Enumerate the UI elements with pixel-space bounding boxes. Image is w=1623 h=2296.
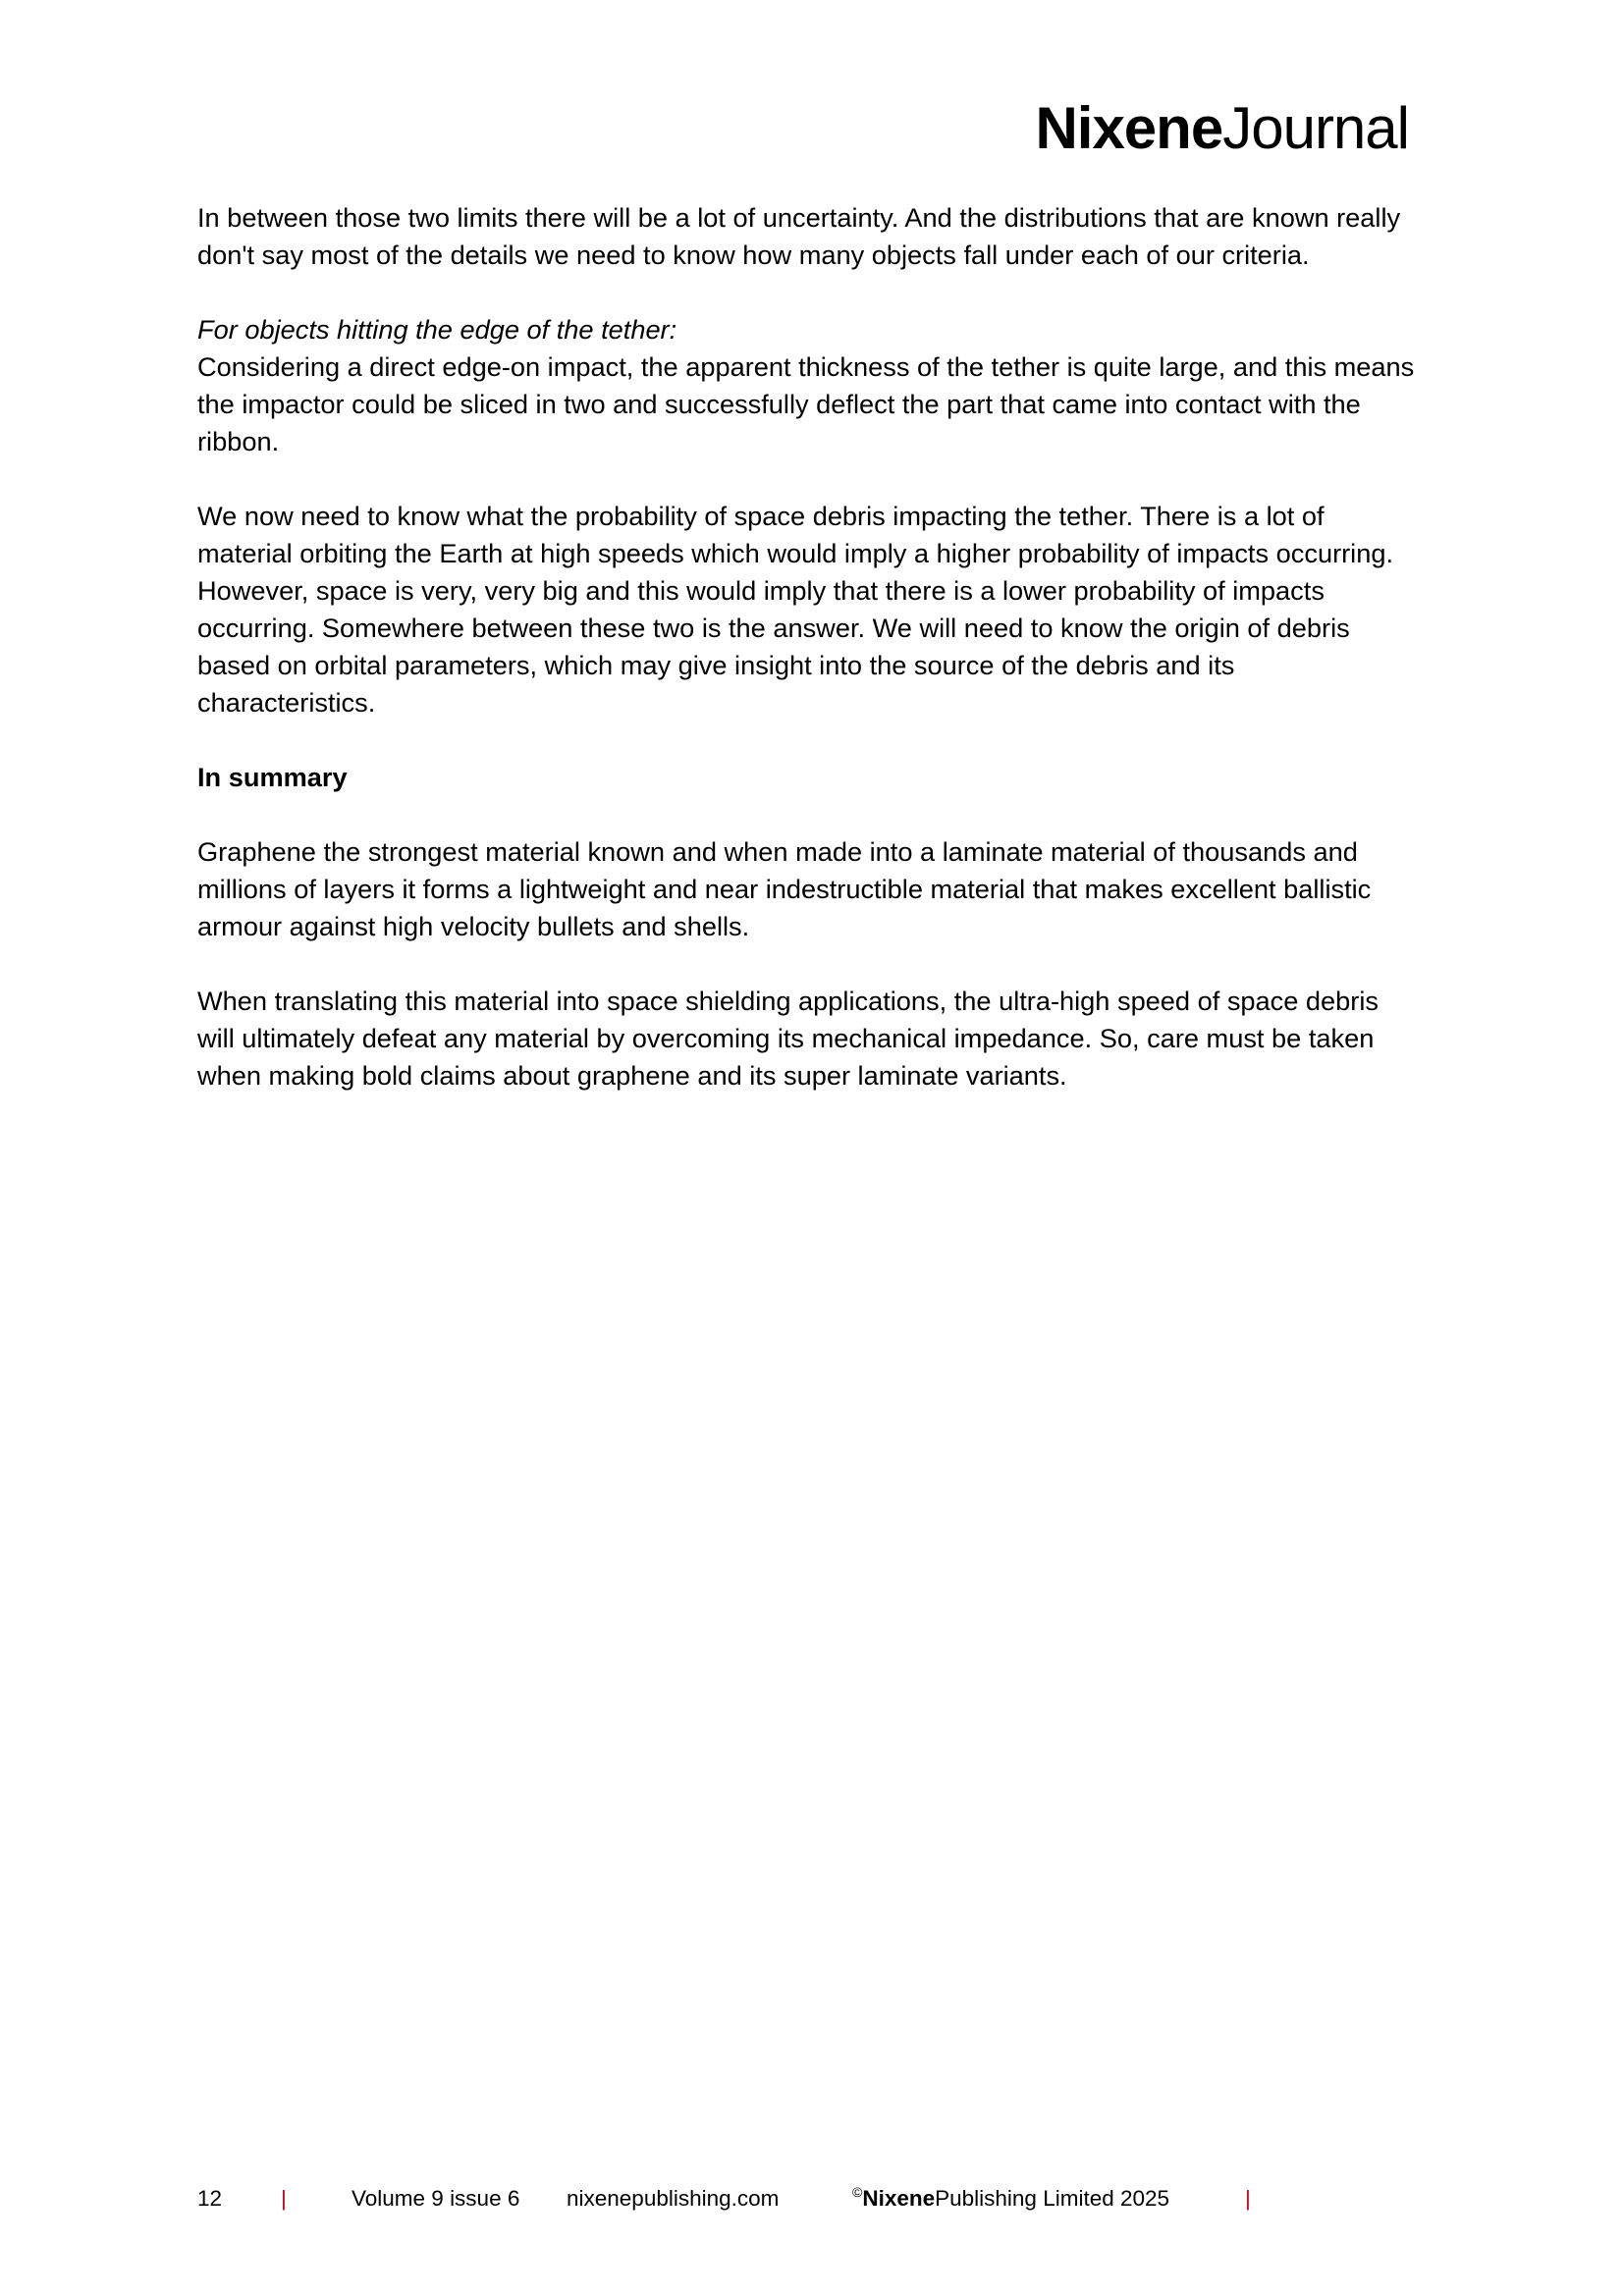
paragraph-graphene-armour: Graphene the strongest material known and when made into a laminate material of thousands and millions of layers it forms a lightweight and near indestructible material that makes excellent ballistic armour against high velocity bullets and shells. [197, 836, 1372, 941]
copyright-symbol: © [852, 2184, 863, 2200]
publisher-name: Publishing Limited 2025 [935, 2186, 1170, 2211]
publisher-brand: Nixene [862, 2186, 936, 2211]
paragraph-impact-probability: We now need to know what the probability of space debris impacting the tether. There is a lot of material orbiting the Earth at high speeds which would imply a higher probability of impacts occurring. However, space is very, very big and this would imply that there is a lower probability of impacts occurring. Somewhere between these two is the answer. We will need to know the origin of debris based on orbital parameters, which may give insight into the source of the debris and its characteristics. [197, 501, 1394, 718]
website-link[interactable]: nixenepublishing.com [567, 2186, 780, 2211]
copyright-notice [852, 2182, 1169, 2216]
paragraph-space-shielding: When translating this material into space shielding applications, the ultra-high speed of space debris will ultimately defeat any material by overcoming its mechanical impedance. So, care must be taken when making bold claims about graphene and its super laminate variants. [197, 986, 1379, 1091]
page-footer [0, 2182, 1623, 2216]
volume-issue: Volume 9 issue 6 [352, 2186, 520, 2211]
paragraph-edge-impact: Considering a direct edge-on impact, the apparent thickness of the tether is quite large, and this means the impactor could be sliced in two and successfully deflect the part that came into contact with the ribbon. [197, 351, 1415, 456]
masthead-journal: Journal [1222, 95, 1409, 161]
masthead-brand: Nixene [1035, 95, 1223, 161]
edge-impact-heading: For objects hitting the edge of the tether: [197, 314, 677, 345]
footer-separator: | [1245, 2186, 1251, 2211]
page-number: 12 [197, 2186, 223, 2211]
summary-heading: In summary [197, 762, 348, 792]
journal-masthead [1035, 94, 1409, 163]
article-body [197, 199, 1415, 1132]
paragraph-uncertainty: In between those two limits there will be a lot of uncertainty. And the distributions that are known really don't say most of the details we need to know how many objects fall under each of our criteria. [197, 202, 1401, 270]
footer-separator: | [281, 2186, 287, 2211]
